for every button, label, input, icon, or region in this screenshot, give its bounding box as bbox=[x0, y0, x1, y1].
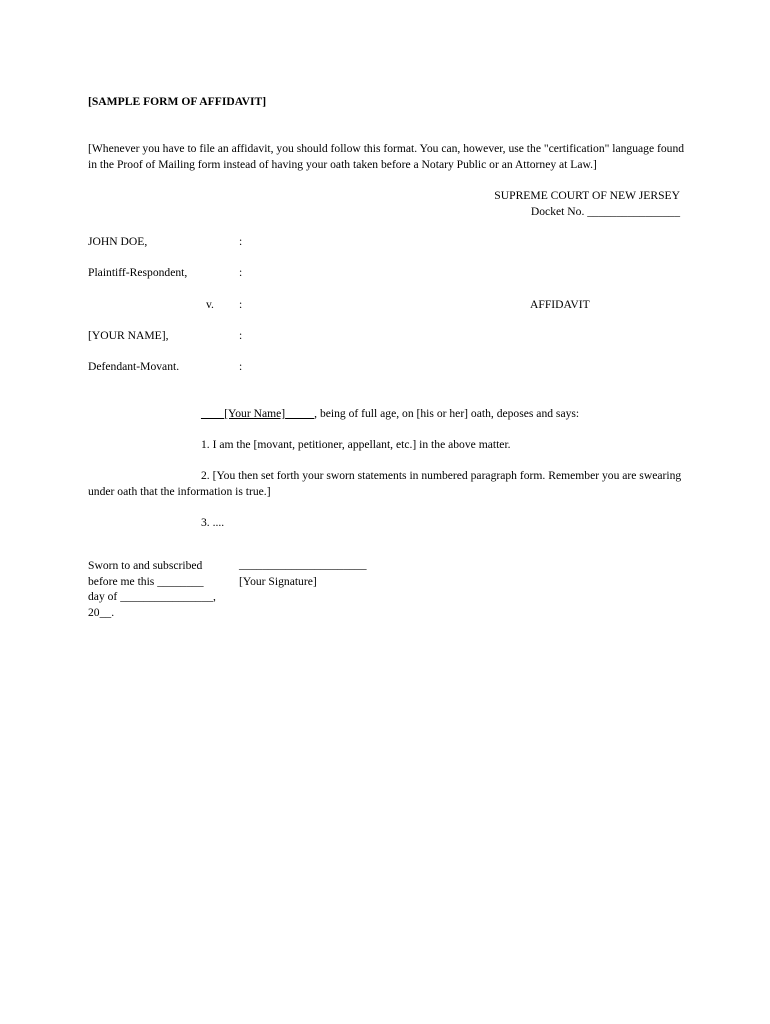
caption-colon: : bbox=[239, 329, 243, 342]
jurat-line-1: Sworn to and subscribed bbox=[88, 559, 203, 572]
intro-line-2: in the Proof of Mailing form instead of having your oath taken before a Notary Public or an Attorney at Law.] bbox=[88, 158, 597, 171]
deponent-name: [Your Name] bbox=[224, 407, 286, 420]
defendant-name: [YOUR NAME], bbox=[88, 329, 169, 342]
jurat-line-3: day of ________________, bbox=[88, 590, 216, 603]
caption-colon: : bbox=[239, 298, 243, 311]
docket-number: Docket No. ________________ bbox=[530, 205, 680, 218]
paragraph-3: 3. .... bbox=[201, 516, 225, 529]
defendant-role: Defendant-Movant. bbox=[88, 360, 180, 373]
deponent-blank-lead: ____ bbox=[201, 407, 225, 420]
intro-line-1: [Whenever you have to file an affidavit, you should follow this format. You can, however, use the "certification" language found bbox=[88, 142, 685, 155]
versus-label: v. bbox=[206, 298, 214, 311]
caption-colon: : bbox=[239, 360, 243, 373]
plaintiff-name: JOHN DOE, bbox=[88, 235, 148, 248]
deponent-statement bbox=[201, 406, 579, 422]
document-type: AFFIDAVIT bbox=[530, 298, 590, 311]
plaintiff-role: Plaintiff-Respondent, bbox=[88, 266, 188, 279]
jurat-line-4: 20__. bbox=[88, 606, 115, 619]
paragraph-2-line-1: 2. [You then set forth your sworn statements in numbered paragraph form. Remember you are swearing bbox=[201, 469, 682, 482]
paragraph-2-line-2: under oath that the information is true.] bbox=[88, 485, 271, 498]
court-name: SUPREME COURT OF NEW JERSEY bbox=[494, 189, 680, 202]
deposes-text: , being of full age, on [his or her] oath, deposes and says: bbox=[314, 407, 580, 420]
document-title: [SAMPLE FORM OF AFFIDAVIT] bbox=[88, 95, 267, 108]
caption-colon: : bbox=[239, 266, 243, 279]
deponent-blank-trail: _____ bbox=[285, 407, 315, 420]
caption-colon: : bbox=[239, 235, 243, 248]
signature-line: ______________________ bbox=[239, 558, 367, 571]
jurat-line-2: before me this ________ bbox=[88, 575, 204, 588]
paragraph-1: 1. I am the [movant, petitioner, appellant, etc.] in the above matter. bbox=[201, 438, 511, 451]
signature-label: [Your Signature] bbox=[239, 575, 317, 588]
